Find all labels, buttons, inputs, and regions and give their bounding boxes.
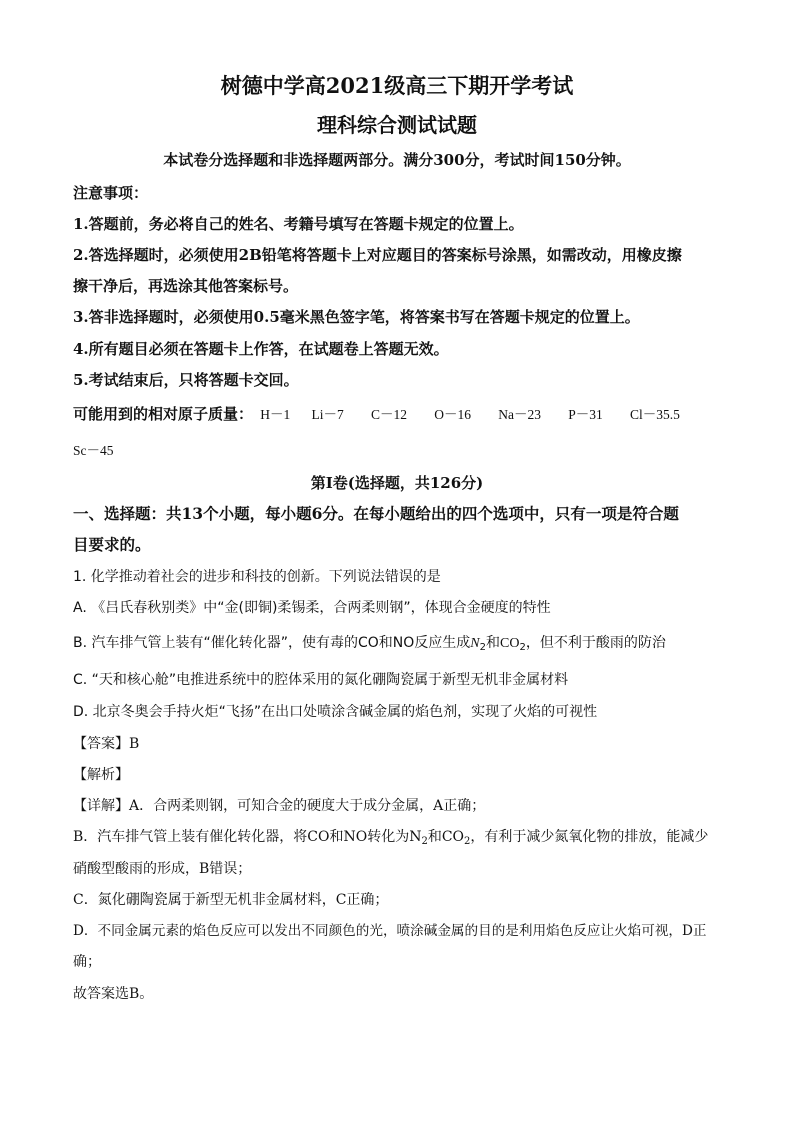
option-b-sub2: 2 (519, 642, 526, 653)
option-b-tail: ，但不利于酸雨的防治 (525, 635, 666, 651)
atom-li: Li－7 (311, 407, 344, 422)
question-stem: 1. 化学推动着社会的进步和科技的创新。下列说法错误的是 (73, 569, 441, 585)
detail-b-sub2: 2 (464, 836, 471, 847)
atomic-masses (73, 405, 680, 423)
atom-cl: Cl－35.5 (629, 407, 680, 422)
note-item-2-cont: 擦干净后，再选涂其他答案标号。 (73, 277, 299, 295)
atomic-masses-label: 可能用到的相对原子质量： (73, 405, 254, 423)
option-b-n2: N (470, 636, 480, 651)
atom-c: C－12 (370, 407, 407, 422)
option-b-co2: CO (500, 636, 520, 651)
detail-d-cont: 确； (73, 954, 101, 970)
note-item-2: 2.答选择题时，必须使用2B铅笔将答题卡上对应题目的答案标号涂黑，如需改动，用橡皮擦 (73, 246, 682, 264)
answer-label: 【答案】B (73, 736, 140, 752)
section-title: 第Ⅰ卷(选择题，共126分) (310, 474, 484, 492)
atom-na: Na－23 (498, 407, 541, 422)
note-item-3: 3.答非选择题时，必须使用0.5毫米黑色签字笔，将答案书写在答题卡规定的位置上。 (73, 308, 640, 326)
detail-a: 【详解】A．合两柔则钢，可知合金的硬度大于成分金属，A正确； (73, 798, 486, 814)
option-c: C. “天和核心舱”电推进系统中的腔体采用的氮化硼陶瓷属于新型无机非金属材料 (73, 672, 569, 688)
detail-b-sub1: 2 (421, 836, 428, 847)
atom-p: P－31 (568, 407, 603, 422)
detail-b-cont: 硝酸型酸雨的形成，B错误； (73, 861, 252, 877)
option-d: D. 北京冬奥会手持火炬“飞扬”在出口处喷涂含碱金属的焰色剂，实现了火焰的可视性 (73, 704, 598, 720)
atom-h: H－1 (260, 407, 291, 422)
atom-o: O－16 (434, 407, 471, 422)
detail-d: D．不同金属元素的焰色反应可以发出不同颜色的光，喷涂碱金属的目的是利用焰色反应让火焰可视，D正 (73, 923, 707, 939)
option-a: A. 《吕氏春秋别类》中“金(即铜)柔锡柔，合两柔则钢”，体现合金硬度的特性 (73, 600, 551, 616)
detail-c: C．氮化硼陶瓷属于新型无机非金属材料，C正确； (73, 892, 389, 908)
section-instructions: 一、选择题：共13个小题，每小题6分。在每小题给出的四个选项中，只有一项是符合题 (73, 504, 679, 523)
section-instructions-cont: 目要求的。 (73, 535, 151, 554)
analysis-label: 【解析】 (73, 767, 129, 783)
detail-b (73, 829, 708, 846)
exam-subtitle: 理科综合测试试题 (317, 113, 477, 137)
option-b-text: B. 汽车排气管上装有“催化转化器”，使有毒的CO和NO反应生成 (73, 635, 471, 651)
note-item-1: 1.答题前，务必将自己的姓名、考籍号填写在答题卡规定的位置上。 (73, 215, 524, 233)
exam-title: 树德中学高2021级高三下期开学考试 (220, 73, 574, 98)
option-b-sub1: 2 (479, 642, 487, 653)
conclusion: 故答案选B。 (73, 986, 154, 1002)
option-b (73, 635, 666, 653)
notes-heading: 注意事项： (73, 184, 149, 202)
detail-b-mid: 和CO (427, 829, 465, 845)
exam-intro: 本试卷分选择题和非选择题两部分。满分300分，考试时间150分钟。 (163, 151, 631, 169)
detail-b-tail: ，有利于减少氮氧化物的排放，能减少 (470, 829, 709, 845)
note-item-4: 4.所有题目必须在答题卡上作答，在试题卷上答题无效。 (73, 340, 449, 358)
option-b-and: 和 (486, 635, 501, 651)
atom-sc: Sc－45 (73, 443, 114, 458)
detail-b-text: B．汽车排气管上装有催化转化器，将CO和NO转化为N (73, 829, 422, 845)
note-item-5: 5.考试结束后，只将答题卡交回。 (73, 371, 299, 389)
